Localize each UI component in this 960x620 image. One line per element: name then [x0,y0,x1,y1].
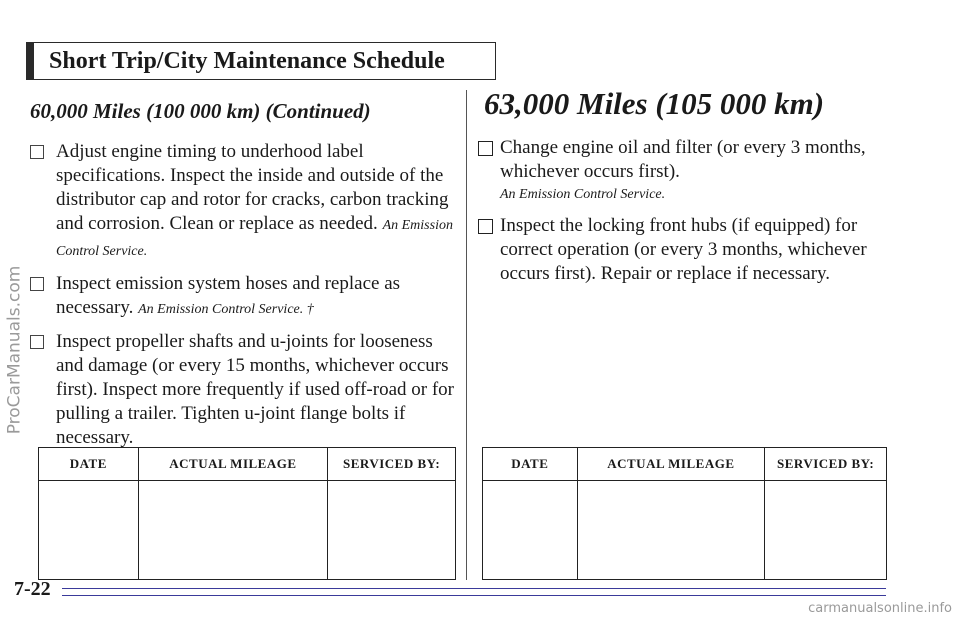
column-divider [466,90,467,580]
item-note: An Emission Control Service. † [138,302,314,317]
footer-watermark: carmanualsonline.info [808,601,952,616]
table-header-row [39,448,456,481]
checkbox-icon[interactable] [478,219,493,234]
serviced-by-header: SERVICED BY: [765,448,887,481]
right-section-title: 63,000 Miles (105 000 km) [484,86,825,121]
actual-mileage-header: ACTUAL MILEAGE [138,448,328,481]
table-header-row [483,448,887,481]
item-text: Inspect the locking front hubs (if equipped) for correct operation (or every 3 months, whichever occurs first). Repair or replace if necessary. [500,215,867,284]
actual-mileage-cell[interactable] [577,481,765,580]
watermark-text: ProCarManuals.com [4,265,24,435]
serviced-by-cell[interactable] [765,481,887,580]
checklist-item [30,330,455,450]
item-note: An Emission Control Service. [500,187,666,202]
page-title: Short Trip/City Maintenance Schedule [49,48,445,74]
item-text: Inspect propeller shafts and u-joints for looseness and damage (or every 15 months, whichever occurs first). Inspect more frequently if used off-road or for pulling a trailer. Tighten u-joint flange bolts if necessary. [56,331,454,448]
header-accent-bar [27,43,34,79]
side-watermark [2,120,26,580]
page-number: 7-22 [14,578,51,600]
item-text: Inspect emission system hoses and replace as necessary. [56,273,401,318]
actual-mileage-cell[interactable] [138,481,328,580]
table-row [483,481,887,580]
table-row [39,481,456,580]
left-column [30,98,455,458]
date-header: DATE [39,448,139,481]
right-service-record-table [482,447,887,580]
date-cell[interactable] [39,481,139,580]
checkbox-icon[interactable] [478,141,493,156]
left-service-record-table [38,447,456,580]
checkbox-icon[interactable] [30,277,44,291]
footer-rule [62,588,886,596]
checklist-item [30,272,455,322]
checklist-item [478,136,908,206]
item-note: An Emission Control Service. [56,218,453,259]
checkbox-icon[interactable] [30,335,44,349]
checklist-item [478,214,908,286]
right-column [478,86,908,294]
serviced-by-header: SERVICED BY: [328,448,456,481]
date-header: DATE [483,448,578,481]
date-cell[interactable] [483,481,578,580]
section-header [26,42,496,80]
item-text: Adjust engine timing to underhood label specifications. Inspect the inside and outside of the distributor cap and rotor for cracks, carbon tracking and corrosion. Clean or replace as needed. [56,141,449,234]
item-text: Change engine oil and filter (or every 3 months, whichever occurs first). [500,137,866,182]
left-section-title: 60,000 Miles (100 000 km) (Continued) [30,99,371,123]
serviced-by-cell[interactable] [328,481,456,580]
checklist-item [30,140,455,264]
checkbox-icon[interactable] [30,145,44,159]
actual-mileage-header: ACTUAL MILEAGE [577,448,765,481]
